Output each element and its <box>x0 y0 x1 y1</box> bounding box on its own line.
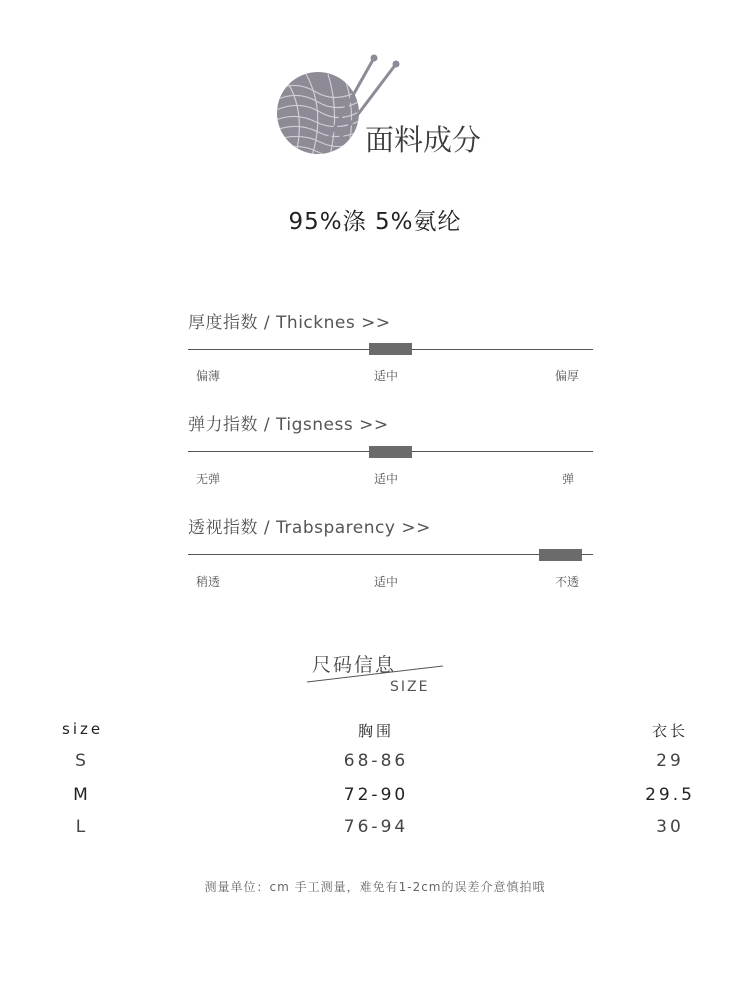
table-header-length: 衣长 <box>651 722 688 740</box>
size-subheading: SIZE <box>390 679 430 695</box>
fabric-composition: 95%涤 5%氨纶 <box>288 209 462 235</box>
table-cell-length: 29.5 <box>645 785 695 805</box>
elasticity-label-stretchy: 弹 <box>562 472 575 486</box>
transparency-scale-marker <box>539 549 582 561</box>
thickness-scale-title: 厚度指数 / Thicknes >> <box>188 313 391 333</box>
transparency-label-opaque: 不透 <box>555 575 580 589</box>
table-cell-length: 29 <box>656 751 684 771</box>
table-cell-length: 30 <box>656 817 684 837</box>
fabric-title: 面料成分 <box>365 123 482 157</box>
table-cell-chest: 68-86 <box>343 751 409 771</box>
table-cell-size: L <box>75 817 89 837</box>
transparency-label-slight: 稍透 <box>196 575 221 589</box>
elasticity-scale-marker <box>369 446 412 458</box>
table-header-size: size <box>62 720 104 738</box>
table-cell-chest: 72-90 <box>343 785 409 805</box>
table-cell-size: M <box>73 785 91 805</box>
elasticity-label-none: 无弹 <box>196 472 221 486</box>
elasticity-scale-title: 弹力指数 / Tigsness >> <box>188 415 389 435</box>
transparency-label-medium: 适中 <box>374 575 399 589</box>
thickness-label-thin: 偏薄 <box>196 369 221 383</box>
size-heading: 尺码信息 <box>312 654 397 676</box>
thickness-scale-marker <box>369 343 412 355</box>
thickness-label-medium: 适中 <box>374 369 399 383</box>
table-header-chest: 胸围 <box>357 722 394 740</box>
transparency-scale-title: 透视指数 / Trabsparency >> <box>188 518 431 538</box>
measurement-note: 测量单位：cm 手工测量，难免有1-2cm的误差介意慎拍哦 <box>204 880 546 894</box>
elasticity-label-medium: 适中 <box>374 472 399 486</box>
table-cell-chest: 76-94 <box>343 817 409 837</box>
table-cell-size: S <box>75 751 89 771</box>
thickness-label-thick: 偏厚 <box>555 369 580 383</box>
transparency-scale-line <box>188 554 593 555</box>
